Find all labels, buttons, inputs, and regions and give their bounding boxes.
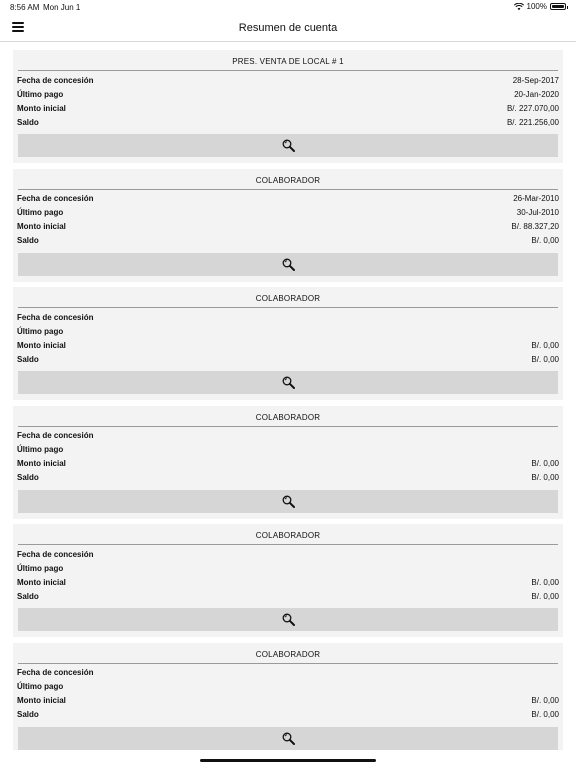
status-date: Mon Jun 1 <box>43 3 81 12</box>
field-label: Monto inicial <box>17 577 66 587</box>
account-card <box>13 643 563 751</box>
view-details-button[interactable] <box>18 134 558 157</box>
field-value: B/. 0,00 <box>531 696 559 705</box>
magnifier-icon <box>282 258 295 271</box>
field-label: Último pago <box>17 208 64 217</box>
field-label: Fecha de concesión <box>17 668 94 677</box>
field-label: Monto inicial <box>17 103 66 113</box>
card-field-row <box>17 576 559 588</box>
magnifier-icon <box>282 495 295 508</box>
status-indicators <box>514 2 566 11</box>
magnifier-icon <box>282 376 295 389</box>
field-label: Fecha de concesión <box>17 431 94 440</box>
card-field-row <box>17 353 559 365</box>
card-field-row <box>17 709 559 721</box>
field-value: B/. 227.070,00 <box>506 103 559 113</box>
account-card <box>13 287 563 400</box>
card-field-row <box>17 74 559 86</box>
card-field-row <box>17 193 559 205</box>
card-field-row <box>17 458 559 470</box>
field-value: B/. 0,00 <box>531 340 559 350</box>
card-field-row <box>17 339 559 351</box>
field-value: B/. 88.327,20 <box>511 222 559 231</box>
wifi-icon <box>514 3 524 11</box>
view-details-button[interactable] <box>18 253 558 276</box>
account-summary-list[interactable] <box>0 42 576 750</box>
card-field-row <box>17 695 559 707</box>
battery-icon <box>550 3 566 10</box>
field-label: Fecha de concesión <box>17 549 94 559</box>
field-value: 30-Jul-2010 <box>516 208 559 217</box>
magnifier-icon <box>282 732 295 745</box>
card-field-row <box>17 311 559 323</box>
field-label: Fecha de concesión <box>17 194 94 203</box>
field-value: B/. 0,00 <box>531 473 559 482</box>
card-field-row <box>17 590 559 602</box>
navigation-bar <box>0 14 576 42</box>
field-value: B/. 0,00 <box>531 236 559 245</box>
field-label: Fecha de concesión <box>17 75 94 85</box>
card-field-row <box>17 444 559 456</box>
field-value: 26-Mar-2010 <box>513 194 559 203</box>
field-label: Saldo <box>17 710 39 719</box>
field-label: Saldo <box>17 354 39 364</box>
account-card <box>13 169 563 282</box>
field-label: Monto inicial <box>17 459 66 468</box>
card-title: COLABORADOR <box>18 413 558 427</box>
field-value: B/. 0,00 <box>531 591 559 601</box>
field-value: B/. 221.256,00 <box>506 117 559 127</box>
field-label: Saldo <box>17 117 39 127</box>
field-label: Último pago <box>17 326 64 336</box>
card-field-row <box>17 430 559 442</box>
card-field-row <box>17 88 559 100</box>
card-field-row <box>17 207 559 219</box>
field-label: Último pago <box>17 89 64 99</box>
card-field-row <box>17 102 559 114</box>
view-details-button[interactable] <box>18 727 558 750</box>
card-title: PRES. VENTA DE LOCAL # 1 <box>18 57 558 71</box>
status-time: 8:56 AM <box>10 3 40 12</box>
magnifier-icon <box>282 139 295 152</box>
field-value: B/. 0,00 <box>531 459 559 468</box>
field-value: 20-Jan-2020 <box>514 89 559 99</box>
field-label: Último pago <box>17 445 64 454</box>
card-title: COLABORADOR <box>18 531 558 545</box>
field-label: Último pago <box>17 682 64 691</box>
card-title: COLABORADOR <box>18 650 558 664</box>
page-title: Resumen de cuenta <box>238 22 338 34</box>
field-label: Monto inicial <box>17 696 66 705</box>
account-card <box>13 50 563 163</box>
field-value: B/. 0,00 <box>531 354 559 364</box>
field-label: Monto inicial <box>17 340 66 350</box>
field-value: 28-Sep-2017 <box>512 75 559 85</box>
field-label: Saldo <box>17 591 39 601</box>
field-label: Último pago <box>17 563 64 573</box>
card-field-row <box>17 472 559 484</box>
field-label: Saldo <box>17 473 39 482</box>
card-field-row <box>17 681 559 693</box>
field-value: B/. 0,00 <box>531 710 559 719</box>
status-bar <box>0 0 576 14</box>
card-field-row <box>17 548 559 560</box>
view-details-button[interactable] <box>18 490 558 513</box>
card-field-row <box>17 667 559 679</box>
battery-percent: 100% <box>526 2 547 11</box>
field-label: Monto inicial <box>17 222 66 231</box>
card-field-row <box>17 562 559 574</box>
view-details-button[interactable] <box>18 371 558 394</box>
account-card <box>13 524 563 637</box>
home-indicator[interactable] <box>200 759 376 762</box>
field-label: Fecha de concesión <box>17 312 94 322</box>
card-title: COLABORADOR <box>18 294 558 308</box>
card-field-row <box>17 325 559 337</box>
card-field-row <box>17 235 559 247</box>
magnifier-icon <box>282 613 295 626</box>
card-field-row <box>17 116 559 128</box>
card-field-row <box>17 221 559 233</box>
account-card <box>13 406 563 519</box>
view-details-button[interactable] <box>18 608 558 631</box>
field-value: B/. 0,00 <box>531 577 559 587</box>
card-title: COLABORADOR <box>18 176 558 190</box>
field-label: Saldo <box>17 236 39 245</box>
